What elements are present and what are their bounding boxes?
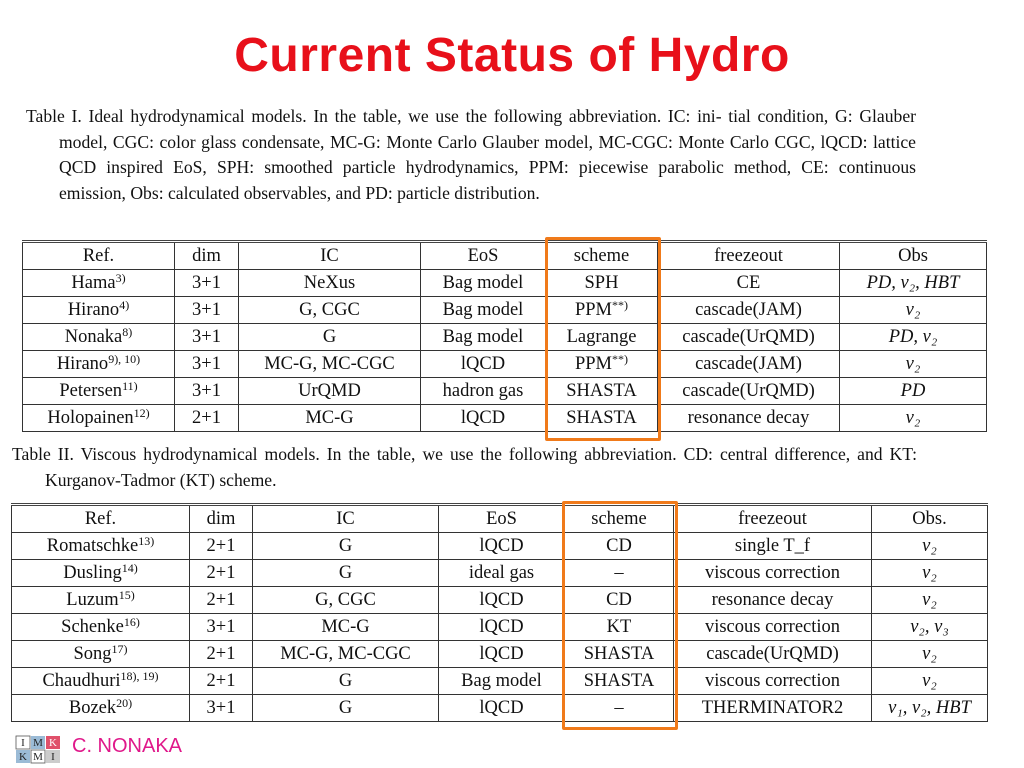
freezeout-cell: viscous correction bbox=[674, 560, 872, 587]
dim-cell: 3+1 bbox=[175, 351, 239, 378]
ref-cell bbox=[23, 351, 175, 378]
ref-citation: 12) bbox=[133, 405, 150, 420]
ref-citation: 8) bbox=[122, 324, 133, 339]
caption-line: central difference, and KT: Kurganov-Tadmor (KT) scheme. bbox=[45, 444, 918, 490]
obs-cell: v₂ bbox=[872, 668, 988, 695]
header-row bbox=[23, 242, 987, 270]
column-header: dim bbox=[175, 242, 239, 270]
obs-cell: v₂ bbox=[840, 351, 987, 378]
ref-cell bbox=[12, 641, 190, 668]
eos-cell: lQCD bbox=[439, 587, 565, 614]
obs-cell: v₂ bbox=[840, 405, 987, 432]
caption-line: hydrodynamics, PPM: piecewise parabolic method, CE: continuous emission, Obs: calculated bbox=[59, 157, 917, 203]
obs-cell: v₂ bbox=[872, 641, 988, 668]
obs-cell: PD bbox=[840, 378, 987, 405]
table-row bbox=[12, 695, 988, 722]
table-row bbox=[12, 641, 988, 668]
obs-cell: v₂, v₃ bbox=[872, 614, 988, 641]
scheme-name: SHASTA bbox=[583, 670, 655, 691]
eos-cell: lQCD bbox=[439, 641, 565, 668]
ref-citation: 4) bbox=[119, 297, 130, 312]
freezeout-cell: THERMINATOR2 bbox=[674, 695, 872, 722]
ic-cell: G bbox=[253, 533, 439, 560]
scheme-name: – bbox=[614, 697, 624, 718]
column-header: Ref. bbox=[12, 505, 190, 533]
dim-cell: 3+1 bbox=[175, 297, 239, 324]
eos-cell: Bag model bbox=[421, 324, 546, 351]
column-header: freezeout bbox=[674, 505, 872, 533]
freezeout-cell: cascade(JAM) bbox=[658, 351, 840, 378]
eos-cell: lQCD bbox=[439, 533, 565, 560]
eos-cell: Bag model bbox=[421, 270, 546, 297]
dim-cell: 2+1 bbox=[175, 405, 239, 432]
ref-cell bbox=[12, 587, 190, 614]
column-header: Ref. bbox=[23, 242, 175, 270]
column-header: EoS bbox=[421, 242, 546, 270]
table-row bbox=[23, 378, 987, 405]
table-row bbox=[12, 614, 988, 641]
caption-line: observables, and PD: particle distribution. bbox=[243, 182, 540, 203]
scheme-name: SHASTA bbox=[583, 643, 655, 664]
ref-cell bbox=[23, 270, 175, 297]
freezeout-cell: cascade(JAM) bbox=[658, 297, 840, 324]
ic-cell: MC-G bbox=[239, 405, 421, 432]
eos-cell: ideal gas bbox=[439, 560, 565, 587]
ref-citation: 20) bbox=[116, 695, 133, 710]
ref-citation: 9), 10) bbox=[108, 351, 141, 366]
dim-cell: 3+1 bbox=[190, 695, 253, 722]
logo-letter: K bbox=[19, 751, 27, 763]
freezeout-cell: viscous correction bbox=[674, 614, 872, 641]
ref-citation: 13) bbox=[138, 533, 155, 548]
obs-cell: PD, v₂ bbox=[840, 324, 987, 351]
ref-name: Petersen bbox=[59, 380, 123, 401]
dim-cell: 3+1 bbox=[190, 614, 253, 641]
caption-line: Table II. Viscous hydrodynamical models. In the table, we use the following abbreviation. CD: bbox=[12, 444, 713, 464]
freezeout-cell: CE bbox=[658, 270, 840, 297]
table-row bbox=[12, 668, 988, 695]
scheme-name: CD bbox=[606, 589, 632, 610]
caption-line: Table I. Ideal hydrodynamical models. In the table, we use the following abbreviation. IC: ini- bbox=[26, 106, 722, 126]
logo-letter: M bbox=[33, 751, 43, 763]
freezeout-cell: single T_f bbox=[674, 533, 872, 560]
ic-cell: G, CGC bbox=[253, 587, 439, 614]
ref-name: Hirano bbox=[67, 299, 120, 320]
header-row bbox=[12, 505, 988, 533]
ref-cell bbox=[23, 378, 175, 405]
ref-citation: 14) bbox=[121, 560, 138, 575]
table-row bbox=[12, 533, 988, 560]
ref-name: Nonaka bbox=[64, 326, 123, 347]
ref-cell bbox=[12, 614, 190, 641]
institute-logo bbox=[14, 734, 64, 764]
obs-cell: v₂ bbox=[840, 297, 987, 324]
scheme-name: KT bbox=[606, 616, 632, 637]
caption-line: tial condition, G: Glauber model, CGC: color glass condensate, MC-G: Monte Carlo Glauber bbox=[59, 106, 916, 152]
column-header: EoS bbox=[439, 505, 565, 533]
dim-cell: 2+1 bbox=[190, 641, 253, 668]
eos-cell: lQCD bbox=[439, 695, 565, 722]
eos-cell: Bag model bbox=[421, 297, 546, 324]
ref-citation: 15) bbox=[118, 587, 135, 602]
scheme-name: – bbox=[614, 562, 624, 583]
obs-cell: v₂ bbox=[872, 587, 988, 614]
freezeout-cell: cascade(UrQMD) bbox=[658, 378, 840, 405]
scheme-column-highlight-1 bbox=[545, 237, 661, 441]
table2-caption bbox=[12, 442, 917, 493]
ref-name: Dusling bbox=[63, 562, 122, 583]
ref-cell bbox=[12, 668, 190, 695]
ref-citation: 17) bbox=[111, 641, 128, 656]
ref-name: Hama bbox=[71, 272, 116, 293]
ref-name: Holopainen bbox=[47, 407, 134, 428]
column-header: IC bbox=[239, 242, 421, 270]
scheme-name: SPH bbox=[584, 272, 619, 293]
ref-cell bbox=[23, 324, 175, 351]
table-row bbox=[23, 405, 987, 432]
ic-cell: UrQMD bbox=[239, 378, 421, 405]
logo-letter: I bbox=[21, 737, 25, 749]
column-header: dim bbox=[190, 505, 253, 533]
ref-cell bbox=[23, 405, 175, 432]
ref-name: Bozek bbox=[68, 697, 117, 718]
column-header: IC bbox=[253, 505, 439, 533]
column-header: scheme bbox=[546, 242, 658, 270]
ref-name: Hirano bbox=[56, 353, 109, 374]
scheme-name: Lagrange bbox=[566, 326, 637, 347]
table1-caption-text bbox=[26, 104, 916, 206]
ref-name: Song bbox=[73, 643, 112, 664]
ref-citation: 16) bbox=[123, 614, 140, 629]
freezeout-cell: resonance decay bbox=[658, 405, 840, 432]
slide-title: Current Status of Hydro bbox=[234, 29, 790, 82]
viscous-hydro-table bbox=[11, 503, 988, 722]
scheme-note: **) bbox=[612, 351, 629, 366]
column-header: scheme bbox=[565, 505, 674, 533]
scheme-name: SHASTA bbox=[566, 380, 637, 401]
ref-cell bbox=[12, 533, 190, 560]
column-header: Obs bbox=[840, 242, 987, 270]
table-row bbox=[23, 351, 987, 378]
ideal-hydro-table bbox=[22, 240, 987, 432]
ic-cell: G, CGC bbox=[239, 297, 421, 324]
logo-letter: I bbox=[51, 751, 55, 763]
dim-cell: 2+1 bbox=[190, 560, 253, 587]
eos-cell: lQCD bbox=[421, 351, 546, 378]
logo-letter: M bbox=[33, 737, 43, 749]
ref-name: Chaudhuri bbox=[42, 670, 121, 691]
caption-line: model, MC-CGC: Monte Carlo CGC, lQCD: lattice QCD inspired EoS, SPH: smoothed particle bbox=[59, 131, 916, 177]
table2-caption-text bbox=[12, 442, 917, 493]
dim-cell: 3+1 bbox=[175, 378, 239, 405]
ref-cell bbox=[12, 695, 190, 722]
ic-cell: G bbox=[239, 324, 421, 351]
ref-citation: 11) bbox=[122, 378, 138, 393]
ref-name: Schenke bbox=[61, 616, 124, 637]
freezeout-cell: cascade(UrQMD) bbox=[658, 324, 840, 351]
ref-cell bbox=[23, 297, 175, 324]
obs-cell: v₂ bbox=[872, 533, 988, 560]
ic-cell: MC-G bbox=[253, 614, 439, 641]
freezeout-cell: cascade(UrQMD) bbox=[674, 641, 872, 668]
scheme-name: CD bbox=[606, 535, 632, 556]
scheme-name: PPM bbox=[574, 299, 613, 320]
dim-cell: 2+1 bbox=[190, 668, 253, 695]
obs-cell: v₁, v₂, HBT bbox=[872, 695, 988, 722]
freezeout-cell: resonance decay bbox=[674, 587, 872, 614]
scheme-name: SHASTA bbox=[566, 407, 637, 428]
ic-cell: MC-G, MC-CGC bbox=[253, 641, 439, 668]
table-row bbox=[12, 587, 988, 614]
ref-name: Luzum bbox=[66, 589, 119, 610]
ref-citation: 3) bbox=[115, 270, 126, 285]
freezeout-cell: viscous correction bbox=[674, 668, 872, 695]
ic-cell: MC-G, MC-CGC bbox=[239, 351, 421, 378]
author-name: C. NONAKA bbox=[72, 735, 183, 757]
scheme-name: PPM bbox=[574, 353, 613, 374]
obs-cell: v₂ bbox=[872, 560, 988, 587]
table-row bbox=[23, 270, 987, 297]
ic-cell: G bbox=[253, 560, 439, 587]
ic-cell: G bbox=[253, 668, 439, 695]
dim-cell: 3+1 bbox=[175, 324, 239, 351]
column-header: Obs. bbox=[872, 505, 988, 533]
eos-cell: Bag model bbox=[439, 668, 565, 695]
scheme-note: **) bbox=[612, 297, 629, 312]
obs-cell: PD, v₂, HBT bbox=[840, 270, 987, 297]
logo-letter: K bbox=[49, 737, 57, 749]
eos-cell: hadron gas bbox=[421, 378, 546, 405]
ic-cell: NeXus bbox=[239, 270, 421, 297]
eos-cell: lQCD bbox=[439, 614, 565, 641]
dim-cell: 3+1 bbox=[175, 270, 239, 297]
table-row bbox=[23, 324, 987, 351]
table-row bbox=[23, 297, 987, 324]
ref-citation: 18), 19) bbox=[120, 668, 159, 683]
ic-cell: G bbox=[253, 695, 439, 722]
dim-cell: 2+1 bbox=[190, 533, 253, 560]
eos-cell: lQCD bbox=[421, 405, 546, 432]
scheme-column-highlight-2 bbox=[562, 501, 678, 730]
column-header: freezeout bbox=[658, 242, 840, 270]
ref-name: Romatschke bbox=[46, 535, 139, 556]
dim-cell: 2+1 bbox=[190, 587, 253, 614]
table1-caption bbox=[26, 104, 916, 206]
table-row bbox=[12, 560, 988, 587]
ref-cell bbox=[12, 560, 190, 587]
